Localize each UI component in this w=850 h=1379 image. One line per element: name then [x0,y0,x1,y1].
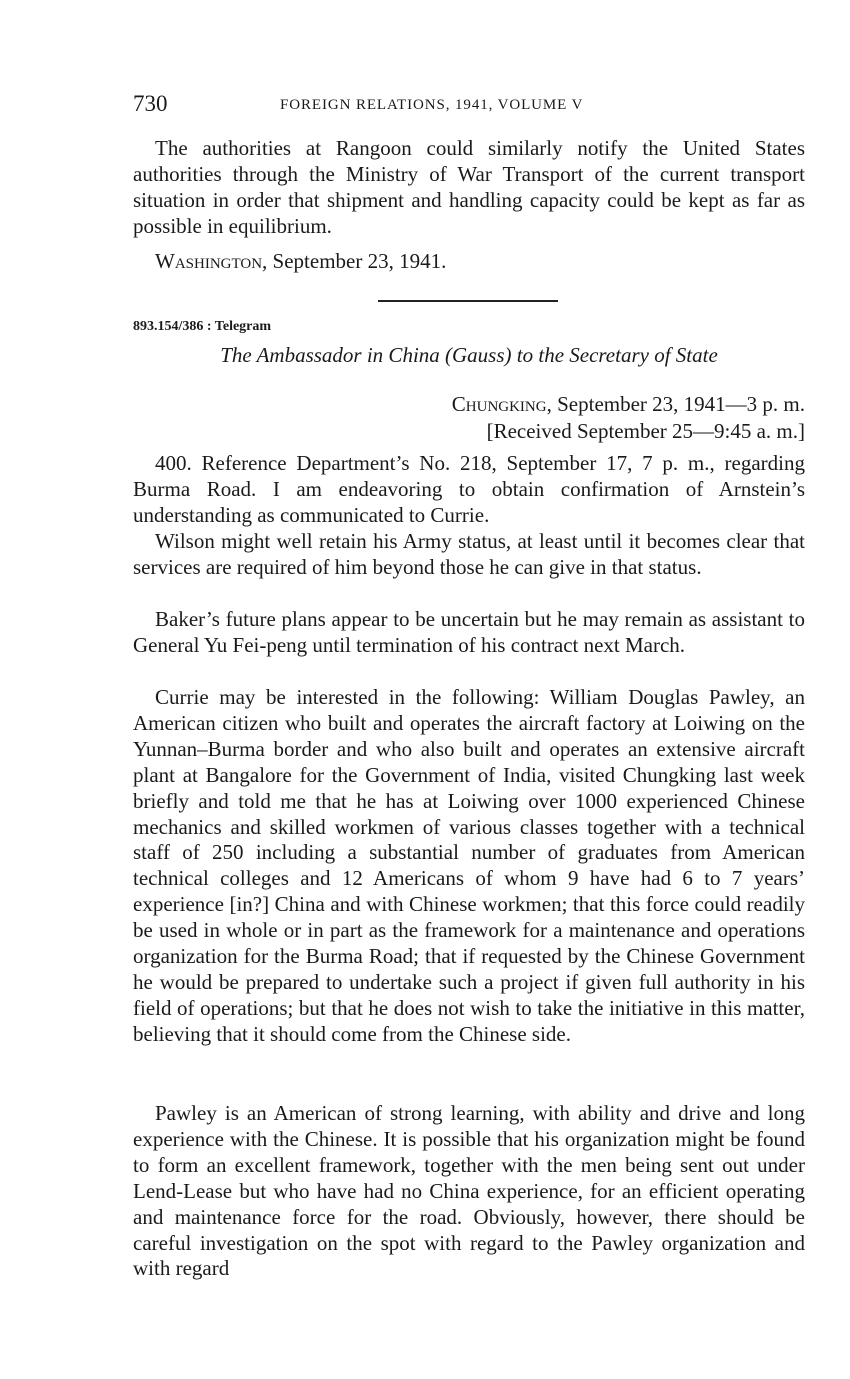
dateline-place: Washington [155,249,263,273]
page-header [133,90,805,120]
file-reference: 893.154/386 : Telegram [133,319,272,334]
paragraph-pawley-offer: Currie may be interested in the following: William Douglas Pawley, an American citizen who built and operates the aircraft factory at Loiwing on the Yunnan–Burma border and who also built and operates an extensive aircraft plant at Bangalore for the Government of India, visited Chungking last week briefly and told me that he has at Loiwing over 1000 experienced Chinese mechanics and skilled workmen of various classes together with a technical staff of 250 including a substantial number of graduates from American technical colleges and 12 Americans of whom 9 have had 6 to 7 years’ experience [in?] China and with Chinese workmen; that this force could readily be used in whole or in part as the framework for a maintenance and operations organization for the Burma Road; that if requested by the Chinese Government he would be prepared to undertake such a project if given full authority in his field of operations; but that he does not wish to take the initiative in this matter, believing that it should come from the Chinese side. [133,685,805,1046]
paragraph-rangoon: The authorities at Rangoon could similarly notify the United States authorities through the Ministry of War Transport of the current transport situation in order that shipment and handling capacity could be kept as far as possible in equilibrium. [133,136,805,238]
dateline-date: September 23, 1941—3 p. m. [557,392,805,416]
document-title: The Ambassador in China (Gauss) to the Secretary of State [220,343,718,367]
dateline-place: Chungking [451,392,547,416]
paragraph-baker: Baker’s future plans appear to be uncertain but he may remain as assistant to General Yu Fei-peng until termination of his contract next March. [133,607,805,657]
dateline-date: September 23, 1941. [272,249,447,273]
running-head: FOREIGN RELATIONS, 1941, VOLUME V [280,97,584,113]
paragraph-reference: 400. Reference Department’s No. 218, September 17, 7 p. m., regarding Burma Road. I am endeavoring to obtain confirmation of Arnstein’s understanding as communicated to Currie. [133,451,805,527]
section-divider [378,300,558,302]
page-number: 730 [133,91,168,116]
dateline-chungking: Chungking, September 23, 1941—3 p. m. [451,392,805,416]
paragraph-pawley-assessment: Pawley is an American of strong learning, with ability and drive and long experience with the Chinese. It is possible that his organization might be found to form an excellent framework, together with the men being sent out under Lend-Lease but who have had no China experience, for an efficient operating and maintenance force for the road. Obviously, however, there should be careful investigation on the spot with regard to the Pawley organization and with regard [133,1101,805,1281]
dateline-washington: Washington, September 23, 1941. [155,249,447,273]
paragraph-wilson: Wilson might well retain his Army status, at least until it becomes clear that services are required of him beyond those he can give in that status. [133,529,805,579]
received-note: [Received September 25—9:45 a. m.] [486,419,805,443]
